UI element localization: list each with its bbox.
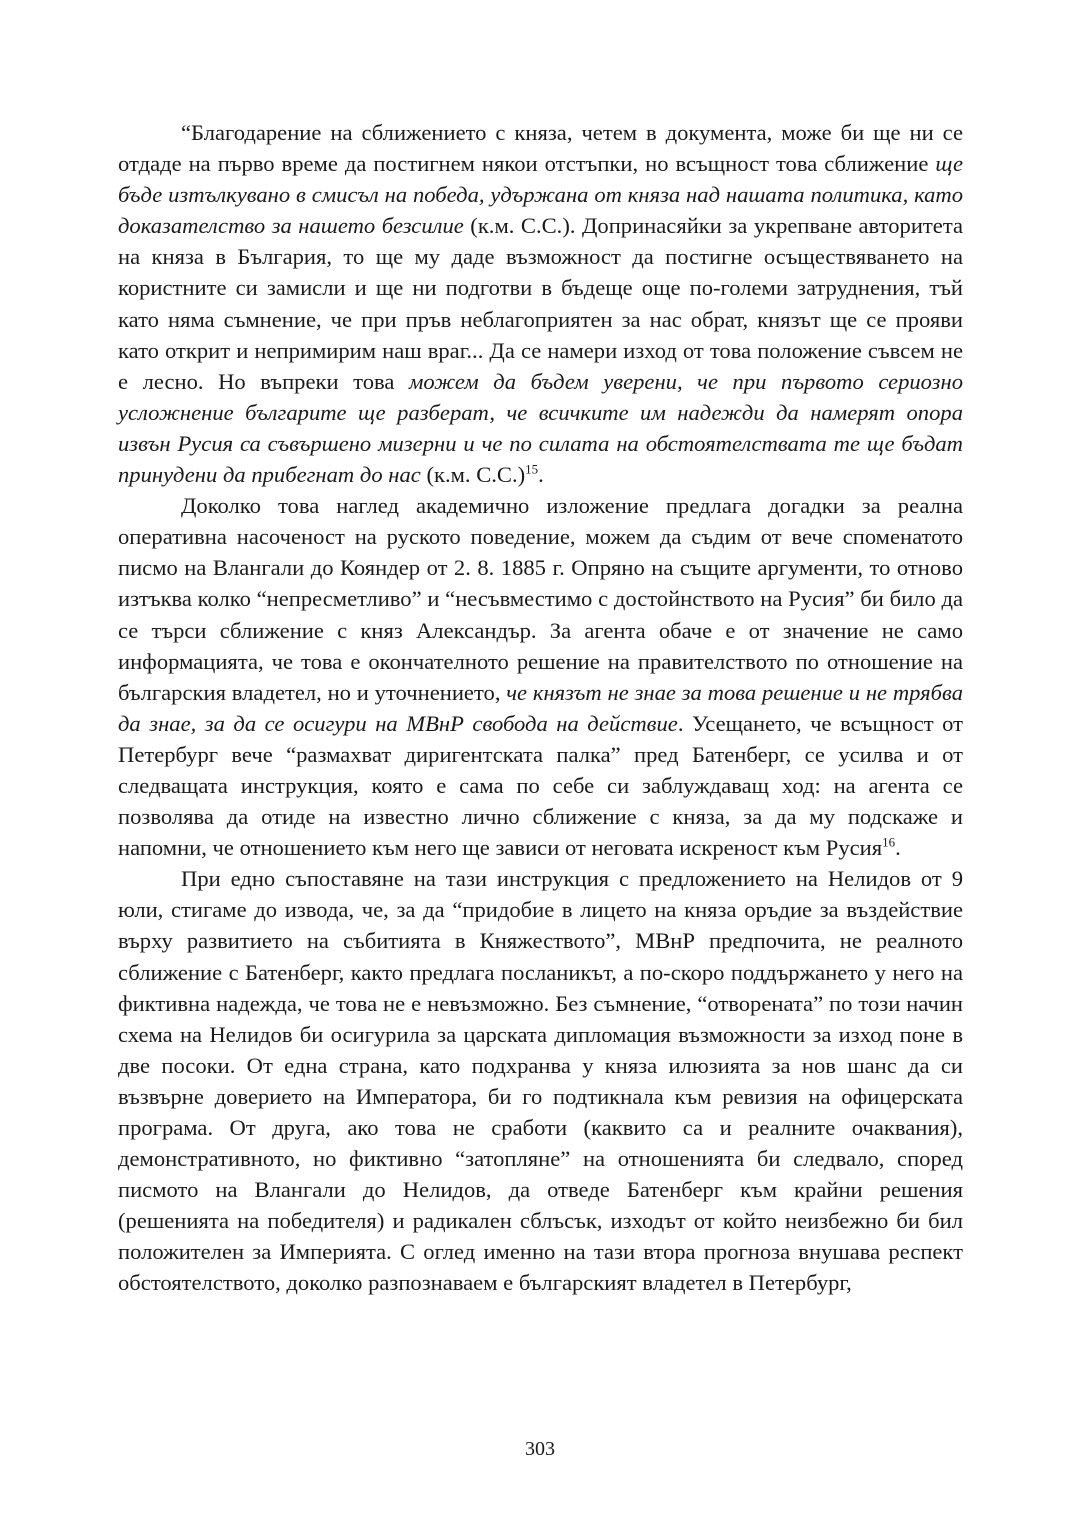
text-run: (к.м. С.С.). Допринасяйки за укрепване авторитета на княза в България, то ще му даде възможност да постигне осъществяването на користните си замисли и ще ни подготви в бъдеще още по-големи затруднения, тъй като няма съмнение, че при пръв неблагоприятен за нас обрат, князът ще се прояви като открит и непримирим наш враг... Да се намери изход от това положение съвсем не е лесно. Но въпреки това [118,213,963,394]
text-run: “Благодарение на сближението с княза, четем в документа, може би ще ни се отдаде на първо време да постигнем някои отстъпки, но всъщност това сближение [118,120,963,177]
paragraph [118,863,963,1298]
text-run: . [538,462,544,488]
page-body [118,117,963,1299]
text-run: (к.м. С.С.) [420,462,526,488]
footnote-ref: 16 [882,834,896,850]
text-run: При едно съпоставяне на тази инструкция с предложението на Нелидов от 9 юли, стигаме до извода, че, за да “придобие в лицето на княза оръдие за въздействие върху развитието на събитията в Княжеството”, МВнР предпочита, не реалното сближение с Батенберг, както предлага посланикът, а по-скоро поддържането у него на фиктивна надежда, че това не е невъзможно. Без съмнение, “отворената” по този начин схема на Нелидов би осигурила за царската дипломация възможности за изход поне в две посоки. От една страна, като подхранва у княза илюзията за нов шанс да си възвърне доверието на Императора, би го подтикнала към ревизия на офицерската програма. От друга, ако това не сработи (каквито са и реалните очаквания), демонстративното, но фиктивно “затопляне” на отношенията би следвало, според писмото на Влангали до Нелидов, да отведе Батенберг към крайни решения (решенията на победителя) и радикален сблъсък, изходът от който неизбежно би бил положителен за Империята. С оглед именно на тази втора прогноза внушава респект обстоятелството, доколко разпознаваем е българският владетел в Петербург, [118,866,963,1296]
paragraph [118,490,963,863]
page-number: 303 [525,1438,555,1460]
paragraph [118,117,963,490]
text-run: . Усещането, че всъщност от Петербург вече “размахват диригентската палка” пред Батенберг, се усилва и от следващата инструкция, която е сама по себе си заблуждаващ ход: на агента се позволява да отиде на известно лично сближение с княза, за да му подскаже и напомни, че отношението към него ще зависи от неговата искреност към Русия [118,710,964,861]
text-run: Доколко това наглед академично изложение предлага догадки за реална оперативна насоченост на руското поведение, можем да съдим от вече споменатото писмо на Влангали до Кояндер от 2. 8. 1885 г. Опряно на същите аргументи, то отново изтъква колко “непресметливо” и “несъвместимо с достойнството на Русия” би било да се търси сближение с княз Александър. За агента обаче е от значение не само информацията, че това е окончателното решение на правителството по отношение на българския владетел, но и уточнението, [118,493,963,705]
emphasized-text: че князът не знае за това решение и не трябва да знае, за да се осигури на МВнР свобода на действие [118,679,963,736]
footnote-ref: 15 [525,461,539,477]
emphasized-text: можем да бъдем уверени, че при първото сериозно усложнение българите ще разберат, че всичките им надежди да намерят опора извън Русия са съвършено мизерни и че по силата на обстоятелствата те ще бъдат принудени да прибегнат до нас [118,368,964,488]
emphasized-text: ще бъде изтълкувано в смисъл на победа, удържана от княза над нашата политика, като доказателство за нашето безсилие [118,151,963,239]
text-run: . [895,835,901,861]
